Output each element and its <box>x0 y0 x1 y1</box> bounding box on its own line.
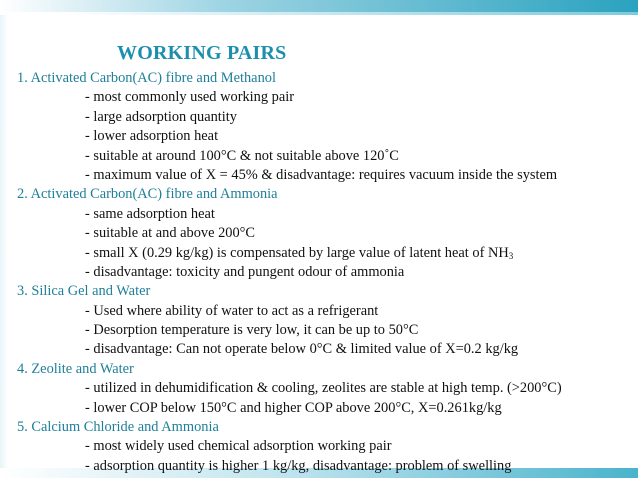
list-item: - most widely used chemical adsorption working pair <box>85 438 392 455</box>
section-heading: 1. Activated Carbon(AC) fibre and Methanol <box>17 70 276 86</box>
list-item: - same adsorption heat <box>85 205 215 222</box>
list-item: - disadvantage: toxicity and pungent odour of ammonia <box>85 263 405 280</box>
list-item: - suitable at around 100°C & not suitable above 120˚C <box>85 147 399 164</box>
section-heading: 3. Silica Gel and Water <box>17 283 151 300</box>
list-item: - disadvantage: Can not operate below 0°C & limited value of X=0.2 kg/kg <box>85 341 519 358</box>
left-edge-decoration <box>0 0 8 478</box>
section-heading: 4. Zeolite and Water <box>17 360 134 377</box>
slide-body <box>17 69 633 476</box>
list-item: - maximum value of X = 45% & disadvantage: requires vacuum inside the system <box>85 166 558 183</box>
list-item: - most commonly used working pair <box>85 89 295 106</box>
list-item: - Desorption temperature is very low, it can be up to 50°C <box>85 322 419 339</box>
subscript: 3 <box>508 250 514 261</box>
top-accent-bar <box>0 0 638 12</box>
list-item: - utilized in dehumidification & cooling, zeolites are stable at high temp. (>200°C) <box>85 380 562 397</box>
section-heading: 5. Calcium Chloride and Ammonia <box>17 419 219 436</box>
list-item-text: - small X (0.29 kg/kg) is compensated by large value of latent heat of NH <box>85 244 509 261</box>
top-accent-stripe <box>0 12 638 15</box>
list-item: - adsorption quantity is higher 1 kg/kg, disadvantage: problem of swelling <box>85 457 512 474</box>
list-item: - suitable at and above 200°C <box>85 225 256 242</box>
list-item: - lower adsorption heat <box>85 128 219 145</box>
list-item: - lower COP below 150°C and higher COP above 200°C, X=0.261kg/kg <box>85 399 502 416</box>
list-item <box>17 244 633 263</box>
list-item: - Used where ability of water to act as a refrigerant <box>85 302 379 319</box>
section-heading: 2. Activated Carbon(AC) fibre and Ammonia <box>17 186 278 203</box>
list-item: - large adsorption quantity <box>85 108 238 125</box>
slide-title: WORKING PAIRS <box>117 42 287 64</box>
